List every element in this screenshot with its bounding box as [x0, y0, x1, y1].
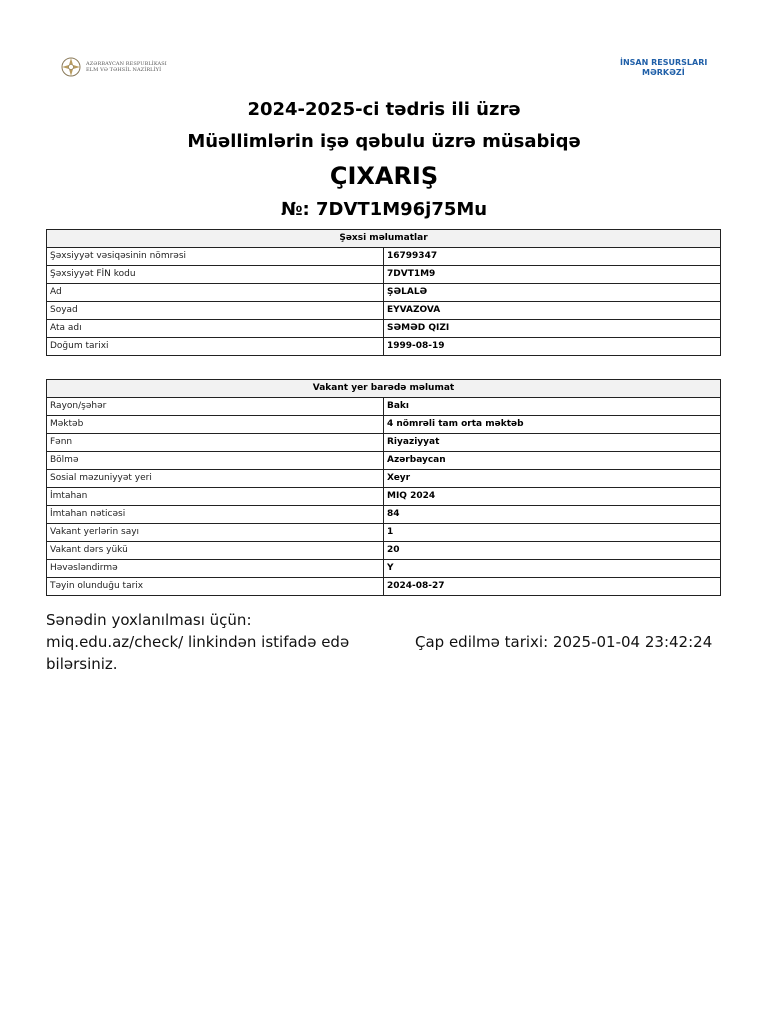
verification-note	[46, 609, 349, 675]
row-label: Doğum tarixi	[47, 338, 384, 356]
row-label: Vakant yerlərin sayı	[47, 524, 384, 542]
row-value: 1	[384, 524, 721, 542]
row-label: Vakant dərs yükü	[47, 542, 384, 560]
print-date: Çap edilmə tarixi: 2025-01-04 23:42:24	[415, 633, 713, 651]
row-label: Şəxsiyyət FİN kodu	[47, 266, 384, 284]
row-value: 4 nömrəli tam orta məktəb	[384, 416, 721, 434]
academic-year-heading: 2024-2025-ci tədris ili üzrə	[247, 99, 521, 120]
emblem-icon	[60, 56, 82, 78]
row-label: Şəxsiyyət vəsiqəsinin nömrəsi	[47, 248, 384, 266]
document-number: №: 7DVT1M96j75Mu	[280, 199, 488, 220]
row-value: Xeyr	[384, 470, 721, 488]
table-row	[47, 434, 721, 452]
table-row	[47, 578, 721, 596]
row-value: Bakı	[384, 398, 721, 416]
row-label: Sosial məzuniyyət yeri	[47, 470, 384, 488]
row-label: İmtahan	[47, 488, 384, 506]
table-row	[47, 452, 721, 470]
vacancy-info-table	[46, 379, 721, 596]
row-value: Azərbaycan	[384, 452, 721, 470]
table-row	[47, 470, 721, 488]
row-label: Fənn	[47, 434, 384, 452]
row-value: 7DVT1M9	[384, 266, 721, 284]
table-row	[47, 506, 721, 524]
center-logo	[620, 58, 707, 78]
table-row	[47, 398, 721, 416]
personal-info-table	[46, 229, 721, 356]
row-value: 84	[384, 506, 721, 524]
row-value: 2024-08-27	[384, 578, 721, 596]
row-value: Riyaziyyat	[384, 434, 721, 452]
row-label: Rayon/şəhər	[47, 398, 384, 416]
competition-heading: Müəllimlərin işə qəbulu üzrə müsabiqə	[187, 131, 581, 152]
row-value: EYVAZOVA	[384, 302, 721, 320]
table-row	[47, 524, 721, 542]
row-label: Təyin olunduğu tarix	[47, 578, 384, 596]
row-label: Ad	[47, 284, 384, 302]
row-label: Məktəb	[47, 416, 384, 434]
row-label: Həvəsləndirmə	[47, 560, 384, 578]
ministry-line-2: ELM VƏ TƏHSİL NAZİRLİYİ	[86, 67, 162, 73]
table-row	[47, 248, 721, 266]
table-row	[47, 488, 721, 506]
row-label: İmtahan nəticəsi	[47, 506, 384, 524]
personal-info-title: Şəxsi məlumatlar	[47, 230, 721, 248]
ministry-line-1: AZƏRBAYCAN RESPUBLİKASI	[86, 61, 167, 67]
verification-note-line-3: bilərsiniz.	[46, 655, 118, 673]
row-value: 16799347	[384, 248, 721, 266]
center-logo-line-2: MƏRKƏZİ	[642, 68, 685, 77]
table-row	[47, 320, 721, 338]
row-value: SƏMƏD QIZI	[384, 320, 721, 338]
ministry-logo	[60, 56, 167, 78]
row-value: 20	[384, 542, 721, 560]
table-row	[47, 302, 721, 320]
row-value: 1999-08-19	[384, 338, 721, 356]
table-row	[47, 338, 721, 356]
row-label: Bölmə	[47, 452, 384, 470]
row-value: ŞƏLALƏ	[384, 284, 721, 302]
row-label: Ata adı	[47, 320, 384, 338]
row-value: MIQ 2024	[384, 488, 721, 506]
center-logo-line-1: İNSAN RESURSLARI	[620, 58, 708, 67]
table-row	[47, 416, 721, 434]
verification-note-line-2: miq.edu.az/check/ linkindən istifadə edə	[46, 633, 350, 651]
table-row	[47, 560, 721, 578]
row-label: Soyad	[47, 302, 384, 320]
table-row	[47, 266, 721, 284]
document-title: ÇIXARIŞ	[329, 162, 439, 190]
table-row	[47, 284, 721, 302]
vacancy-info-title: Vakant yer barədə məlumat	[47, 380, 721, 398]
verification-note-line-1: Sənədin yoxlanılması üçün:	[46, 611, 252, 629]
row-value: Y	[384, 560, 721, 578]
table-row	[47, 542, 721, 560]
